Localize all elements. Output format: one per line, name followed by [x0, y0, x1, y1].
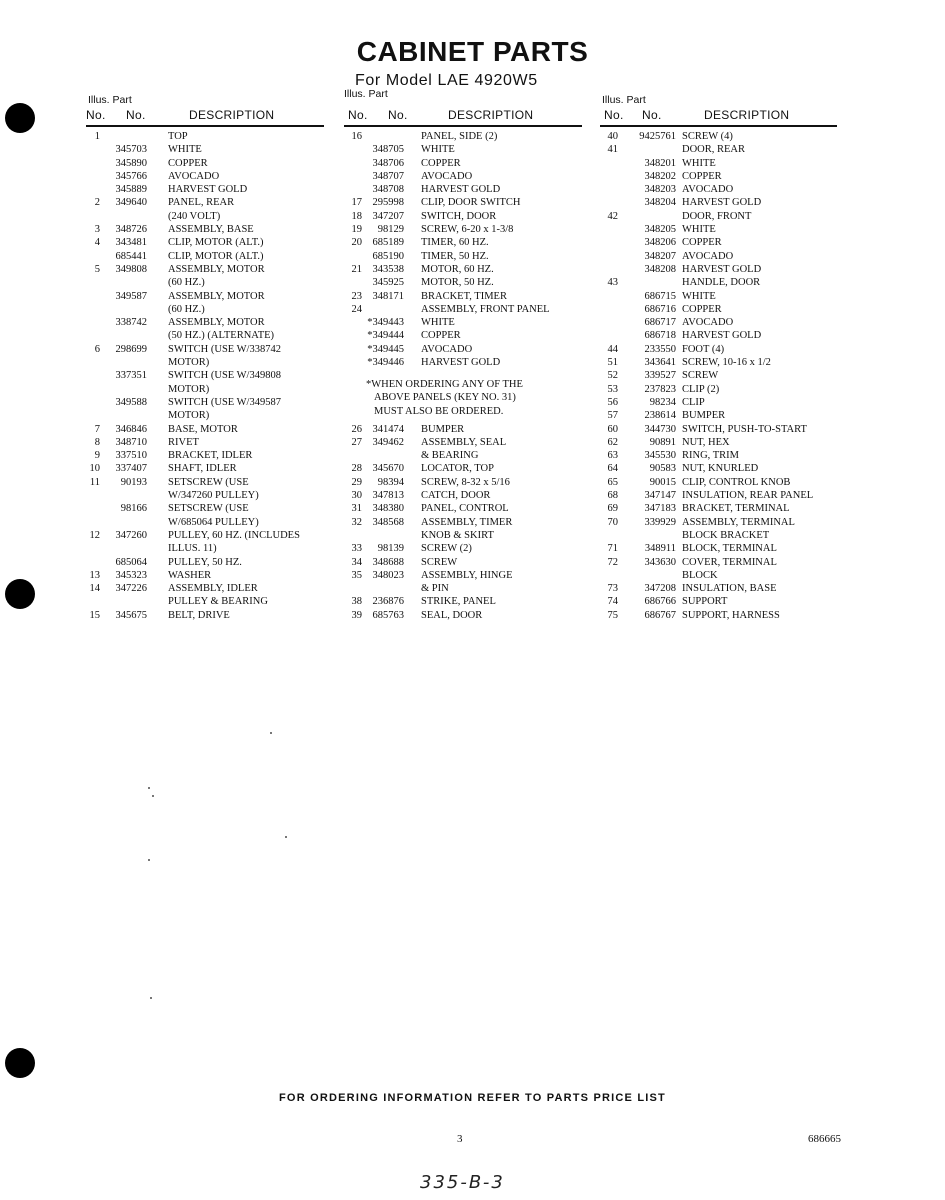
part-number: 686767: [644, 609, 676, 621]
part-number: 98394: [377, 476, 404, 488]
scan-speck: [150, 997, 152, 999]
illus-number: 10: [89, 463, 100, 475]
part-description: WHITE: [168, 144, 202, 156]
part-number: 348380: [372, 503, 404, 515]
part-description: ASSEMBLY, TIMER: [421, 516, 513, 528]
part-number: 348023: [372, 569, 404, 581]
illus-number: 3: [94, 224, 100, 236]
part-description: CLIP: [682, 396, 705, 408]
part-description: BLOCK: [682, 569, 718, 581]
part-number: 345675: [115, 609, 147, 621]
part-description: COPPER: [682, 170, 722, 182]
part-number: 295998: [372, 197, 404, 209]
part-description: ILLUS. 11): [168, 543, 217, 555]
part-description: SEAL, DOOR: [421, 609, 483, 621]
scan-speck: [270, 732, 272, 734]
illus-number: 9: [94, 450, 100, 462]
illus-number: 14: [89, 583, 100, 595]
illus-number: 17: [351, 197, 362, 209]
illus-number: 21: [351, 263, 362, 275]
part-number: 90015: [649, 476, 676, 488]
part-number: 236876: [372, 596, 404, 608]
part-description: PANEL, SIDE (2): [421, 131, 498, 142]
part-description: BASE, MOTOR: [168, 423, 238, 435]
part-number: 348208: [644, 263, 676, 275]
part-description: AVOCADO: [682, 184, 734, 196]
part-number: 346846: [115, 423, 147, 435]
part-description: LOCATOR, TOP: [421, 463, 494, 475]
part-description: HANDLE, DOOR: [682, 277, 761, 289]
part-description: BLOCK BRACKET: [682, 529, 770, 541]
part-description: AVOCADO: [682, 317, 734, 329]
column-header-no: No.: [348, 108, 368, 122]
part-description: WHITE: [682, 290, 716, 302]
illus-number: 15: [89, 609, 100, 621]
part-number: 233550: [644, 343, 676, 355]
part-description: BLOCK, TERMINAL: [682, 543, 777, 555]
column-header-description: DESCRIPTION: [704, 108, 790, 122]
part-description: (60 HZ.): [168, 303, 205, 315]
punch-hole-icon: [5, 103, 35, 133]
part-number: 9425761: [639, 131, 676, 142]
part-description: SCREW, 8-32 x 5/16: [421, 476, 510, 488]
part-description: ASSEMBLY, IDLER: [168, 583, 258, 595]
ordering-note-line: MUST ALSO BE ORDERED.: [374, 405, 504, 417]
part-number: 343481: [115, 237, 147, 249]
part-description: MOTOR, 50 HZ.: [421, 277, 494, 289]
part-number: 686766: [644, 596, 676, 608]
part-number: 685190: [372, 250, 404, 262]
part-description: ASSEMBLY, TERMINAL: [682, 516, 795, 528]
illus-number: 34: [351, 556, 362, 568]
part-description: STRIKE, PANEL: [421, 596, 496, 608]
part-description: SHAFT, IDLER: [168, 463, 237, 475]
part-description: ASSEMBLY, FRONT PANEL: [421, 303, 550, 315]
part-description: SWITCH (USE W/349587: [168, 396, 281, 408]
illus-number: 44: [607, 343, 618, 355]
part-number: 348705: [372, 144, 404, 156]
illus-number: 40: [607, 131, 618, 142]
part-description: COPPER: [421, 330, 461, 342]
part-number: 349588: [115, 396, 147, 408]
part-description: RIVET: [168, 436, 199, 448]
part-description: SETSCREW (USE: [168, 476, 249, 488]
illus-number: 64: [607, 463, 618, 475]
illus-number: 26: [351, 423, 362, 435]
part-number: 686717: [644, 317, 676, 329]
part-number: 345766: [115, 170, 147, 182]
part-description: SWITCH, DOOR: [421, 210, 497, 222]
part-description: BELT, DRIVE: [168, 609, 230, 621]
part-number: 347260: [115, 529, 147, 541]
illus-number: 53: [607, 383, 618, 395]
part-description: CLIP, CONTROL KNOB: [682, 476, 791, 488]
part-description: TIMER, 50 HZ.: [421, 250, 489, 262]
part-number: 343538: [372, 263, 404, 275]
illus-number: 28: [351, 463, 362, 475]
part-description: BRACKET, TIMER: [421, 290, 507, 302]
part-description: CLIP, MOTOR (ALT.): [168, 237, 264, 249]
part-description: PANEL, CONTROL: [421, 503, 509, 515]
illus-number: 38: [351, 596, 362, 608]
part-number: 686716: [644, 303, 676, 315]
part-number: 337351: [115, 370, 147, 382]
part-description: COPPER: [421, 157, 461, 169]
part-number: 345323: [115, 569, 147, 581]
part-description: CLIP, MOTOR (ALT.): [168, 250, 264, 262]
scan-speck: [285, 836, 287, 838]
part-description: CATCH, DOOR: [421, 490, 491, 502]
illus-number: 24: [351, 303, 362, 315]
illus-number: 75: [607, 609, 618, 621]
part-description: ASSEMBLY, MOTOR: [168, 290, 265, 302]
part-description: (60 HZ.): [168, 277, 205, 289]
part-description: KNOB & SKIRT: [421, 529, 494, 541]
illus-number: 27: [351, 436, 362, 448]
part-description: PULLEY & BEARING: [168, 596, 268, 608]
part-description: SCREW (2): [421, 543, 472, 555]
illus-number: 8: [94, 436, 100, 448]
part-description: BRACKET, IDLER: [168, 450, 253, 462]
illus-number: 32: [351, 516, 362, 528]
column-header-no: No.: [604, 108, 624, 122]
part-number: *349445: [367, 343, 404, 355]
part-number: 343630: [644, 556, 676, 568]
part-number: 686715: [644, 290, 676, 302]
part-description: W/347260 PULLEY): [168, 490, 259, 502]
part-number: 90583: [649, 463, 676, 475]
part-number: 349587: [115, 290, 147, 302]
scan-speck: [148, 859, 150, 861]
illus-number: 39: [351, 609, 362, 621]
header-rule: [600, 125, 837, 127]
part-number: 338742: [115, 317, 147, 329]
part-number: 345670: [372, 463, 404, 475]
illus-number: 23: [351, 290, 362, 302]
ordering-note: [366, 378, 523, 418]
part-number: 345925: [372, 277, 404, 289]
part-number: 347183: [644, 503, 676, 515]
column-header-part-no: No.: [642, 108, 662, 122]
part-number: 348710: [115, 436, 147, 448]
part-description: ASSEMBLY, HINGE: [421, 569, 513, 581]
part-description: MOTOR): [168, 383, 210, 395]
ordering-info-footer: FOR ORDERING INFORMATION REFER TO PARTS PRICE LIST: [279, 1092, 666, 1104]
illus-number: 1: [94, 131, 100, 142]
illus-number: 60: [607, 423, 618, 435]
ordering-note-line: *WHEN ORDERING ANY OF THE: [366, 379, 523, 390]
part-description: COPPER: [682, 303, 722, 315]
part-number: 685441: [115, 250, 147, 262]
illus-number: 30: [351, 490, 362, 502]
part-number: 348707: [372, 170, 404, 182]
illus-number: 62: [607, 436, 618, 448]
part-description: & BEARING: [421, 450, 479, 462]
part-description: COPPER: [682, 237, 722, 249]
part-number: 347226: [115, 583, 147, 595]
illus-number: 6: [94, 343, 100, 355]
part-description: BRACKET, TERMINAL: [682, 503, 790, 515]
illus-number: 63: [607, 450, 618, 462]
part-description: PULLEY, 60 HZ. (INCLUDES: [168, 529, 300, 541]
part-number: 345890: [115, 157, 147, 169]
part-description: SETSCREW (USE: [168, 503, 249, 515]
part-number: 348726: [115, 224, 147, 236]
part-description: BUMPER: [682, 410, 726, 422]
part-description: HARVEST GOLD: [682, 330, 762, 342]
part-description: SUPPORT: [682, 596, 728, 608]
part-number: 685064: [115, 556, 147, 568]
part-description: ASSEMBLY, BASE: [168, 224, 254, 236]
part-description: ASSEMBLY, MOTOR: [168, 263, 265, 275]
part-number: 685189: [372, 237, 404, 249]
part-description: COPPER: [168, 157, 208, 169]
part-number: 348205: [644, 224, 676, 236]
column-header-part-no: No.: [388, 108, 408, 122]
part-description: INSULATION, BASE: [682, 583, 777, 595]
part-number: 98139: [377, 543, 404, 555]
part-description: HARVEST GOLD: [421, 184, 501, 196]
part-description: DOOR, FRONT: [682, 210, 752, 222]
illus-number: 12: [89, 529, 100, 541]
part-description: HARVEST GOLD: [682, 197, 762, 209]
header-rule: [86, 125, 324, 127]
part-number: 345703: [115, 144, 147, 156]
part-description: W/685064 PULLEY): [168, 516, 259, 528]
illus-number: 57: [607, 410, 618, 422]
punch-hole-icon: [5, 1048, 35, 1078]
part-description: SWITCH (USE W/338742: [168, 343, 281, 355]
part-number: 343641: [644, 357, 676, 369]
part-description: TOP: [168, 131, 188, 142]
part-description: FOOT (4): [682, 343, 725, 355]
illus-number: 16: [351, 131, 362, 142]
column-header-description: DESCRIPTION: [448, 108, 534, 122]
part-number: *349444: [367, 330, 404, 342]
part-description: COVER, TERMINAL: [682, 556, 777, 568]
illus-number: 74: [607, 596, 618, 608]
ordering-note-line: ABOVE PANELS (KEY NO. 31): [374, 392, 516, 404]
handwritten-note: 335-B-3: [420, 1172, 505, 1193]
column-header-no: No.: [86, 108, 106, 122]
scan-speck: [152, 795, 154, 797]
part-number: *349446: [367, 357, 404, 369]
part-description: SUPPORT, HARNESS: [682, 609, 780, 621]
part-description: WASHER: [168, 569, 212, 581]
part-description: HARVEST GOLD: [682, 263, 762, 275]
illus-number: 71: [607, 543, 618, 555]
part-description: AVOCADO: [168, 170, 220, 182]
part-number: 348201: [644, 157, 676, 169]
part-number: 339929: [644, 516, 676, 528]
part-description: CLIP (2): [682, 383, 720, 395]
part-description: INSULATION, REAR PANEL: [682, 490, 814, 502]
part-number: 348206: [644, 237, 676, 249]
illus-number: 19: [351, 224, 362, 236]
part-description: NUT, HEX: [682, 436, 730, 448]
part-number: 98166: [120, 503, 147, 515]
part-number: 339527: [644, 370, 676, 382]
part-number: 347147: [644, 490, 676, 502]
header-rule: [344, 125, 582, 127]
illus-number: 13: [89, 569, 100, 581]
part-description: RING, TRIM: [682, 450, 739, 462]
part-number: 348688: [372, 556, 404, 568]
part-number: 348568: [372, 516, 404, 528]
part-description: WHITE: [421, 317, 455, 329]
part-description: PANEL, REAR: [168, 197, 235, 209]
part-description: MOTOR, 60 HZ.: [421, 263, 494, 275]
part-number: 347813: [372, 490, 404, 502]
part-description: TIMER, 60 HZ.: [421, 237, 489, 249]
illus-number: 43: [607, 277, 618, 289]
part-number: 98234: [649, 396, 676, 408]
part-description: NUT, KNURLED: [682, 463, 759, 475]
part-description: (240 VOLT): [168, 210, 221, 222]
part-description: AVOCADO: [682, 250, 734, 262]
part-number: 348706: [372, 157, 404, 169]
part-number: 348207: [644, 250, 676, 262]
part-number: 98129: [377, 224, 404, 236]
scan-speck: [148, 787, 150, 789]
illus-number: 70: [607, 516, 618, 528]
column-header-illus-part: Illus. Part: [602, 94, 646, 106]
part-number: 90193: [120, 476, 147, 488]
part-number: 237823: [644, 383, 676, 395]
illus-number: 18: [351, 210, 362, 222]
part-number: 349462: [372, 436, 404, 448]
illus-number: 29: [351, 476, 362, 488]
part-description: WHITE: [682, 224, 716, 236]
column-header-description: DESCRIPTION: [189, 108, 275, 122]
illus-number: 33: [351, 543, 362, 555]
illus-number: 20: [351, 237, 362, 249]
part-number: 348202: [644, 170, 676, 182]
illus-number: 68: [607, 490, 618, 502]
part-number: 349640: [115, 197, 147, 209]
part-description: AVOCADO: [421, 343, 473, 355]
part-description: SCREW, 6-20 x 1-3/8: [421, 224, 514, 236]
part-number: 347207: [372, 210, 404, 222]
part-number: 349808: [115, 263, 147, 275]
page-title: CABINET PARTS: [356, 36, 589, 67]
illus-number: 31: [351, 503, 362, 515]
illus-number: 56: [607, 396, 618, 408]
illus-number: 42: [607, 210, 618, 222]
illus-number: 51: [607, 357, 618, 369]
part-description: SCREW: [421, 556, 458, 568]
illus-number: 35: [351, 569, 362, 581]
illus-number: 69: [607, 503, 618, 515]
illus-number: 7: [94, 423, 100, 435]
part-number: 345530: [644, 450, 676, 462]
part-number: 685763: [372, 609, 404, 621]
part-description: HARVEST GOLD: [421, 357, 501, 369]
part-description: BUMPER: [421, 423, 465, 435]
illus-number: 65: [607, 476, 618, 488]
part-number: 347208: [644, 583, 676, 595]
part-description: PULLEY, 50 HZ.: [168, 556, 242, 568]
part-description: & PIN: [421, 583, 449, 595]
model-subtitle: For Model LAE 4920W5: [355, 72, 538, 89]
part-number: *349443: [367, 317, 404, 329]
part-number: 298699: [115, 343, 147, 355]
illus-number: 2: [94, 197, 100, 209]
part-number: 344730: [644, 423, 676, 435]
part-description: WHITE: [682, 157, 716, 169]
illus-number: 73: [607, 583, 618, 595]
part-description: AVOCADO: [421, 170, 473, 182]
illus-number: 52: [607, 370, 618, 382]
part-description: SCREW (4): [682, 131, 733, 142]
column-header-illus-part: Illus. Part: [344, 88, 388, 100]
part-number: 337510: [115, 450, 147, 462]
part-description: MOTOR): [168, 410, 210, 422]
part-number: 337407: [115, 463, 147, 475]
part-description: SWITCH, PUSH-TO-START: [682, 423, 807, 435]
punch-hole-icon: [5, 579, 35, 609]
column-header-part-no: No.: [126, 108, 146, 122]
column-header-illus-part: Illus. Part: [88, 94, 132, 106]
illus-number: 11: [89, 476, 100, 488]
part-number: 90891: [649, 436, 676, 448]
part-number: 341474: [372, 423, 404, 435]
part-number: 348204: [644, 197, 676, 209]
part-description: SWITCH (USE W/349808: [168, 370, 281, 382]
part-number: 345889: [115, 184, 147, 196]
part-description: DOOR, REAR: [682, 144, 746, 156]
part-number: 238614: [644, 410, 676, 422]
part-number: 348203: [644, 184, 676, 196]
document-number: 686665: [808, 1133, 841, 1145]
part-number: 348708: [372, 184, 404, 196]
part-number: 348171: [372, 290, 404, 302]
part-description: SCREW, 10-16 x 1/2: [682, 357, 771, 369]
part-description: WHITE: [421, 144, 455, 156]
part-number: 686718: [644, 330, 676, 342]
part-description: MOTOR): [168, 357, 210, 369]
part-description: (50 HZ.) (ALTERNATE): [168, 330, 275, 342]
part-description: CLIP, DOOR SWITCH: [421, 197, 521, 209]
illus-number: 41: [607, 144, 618, 156]
illus-number: 72: [607, 556, 618, 568]
page-number: 3: [457, 1133, 463, 1145]
part-description: SCREW: [682, 370, 719, 382]
part-description: ASSEMBLY, SEAL: [421, 436, 507, 448]
part-description: ASSEMBLY, MOTOR: [168, 317, 265, 329]
illus-number: 5: [94, 263, 100, 275]
part-description: HARVEST GOLD: [168, 184, 248, 196]
illus-number: 4: [94, 237, 100, 249]
part-number: 348911: [644, 543, 676, 555]
